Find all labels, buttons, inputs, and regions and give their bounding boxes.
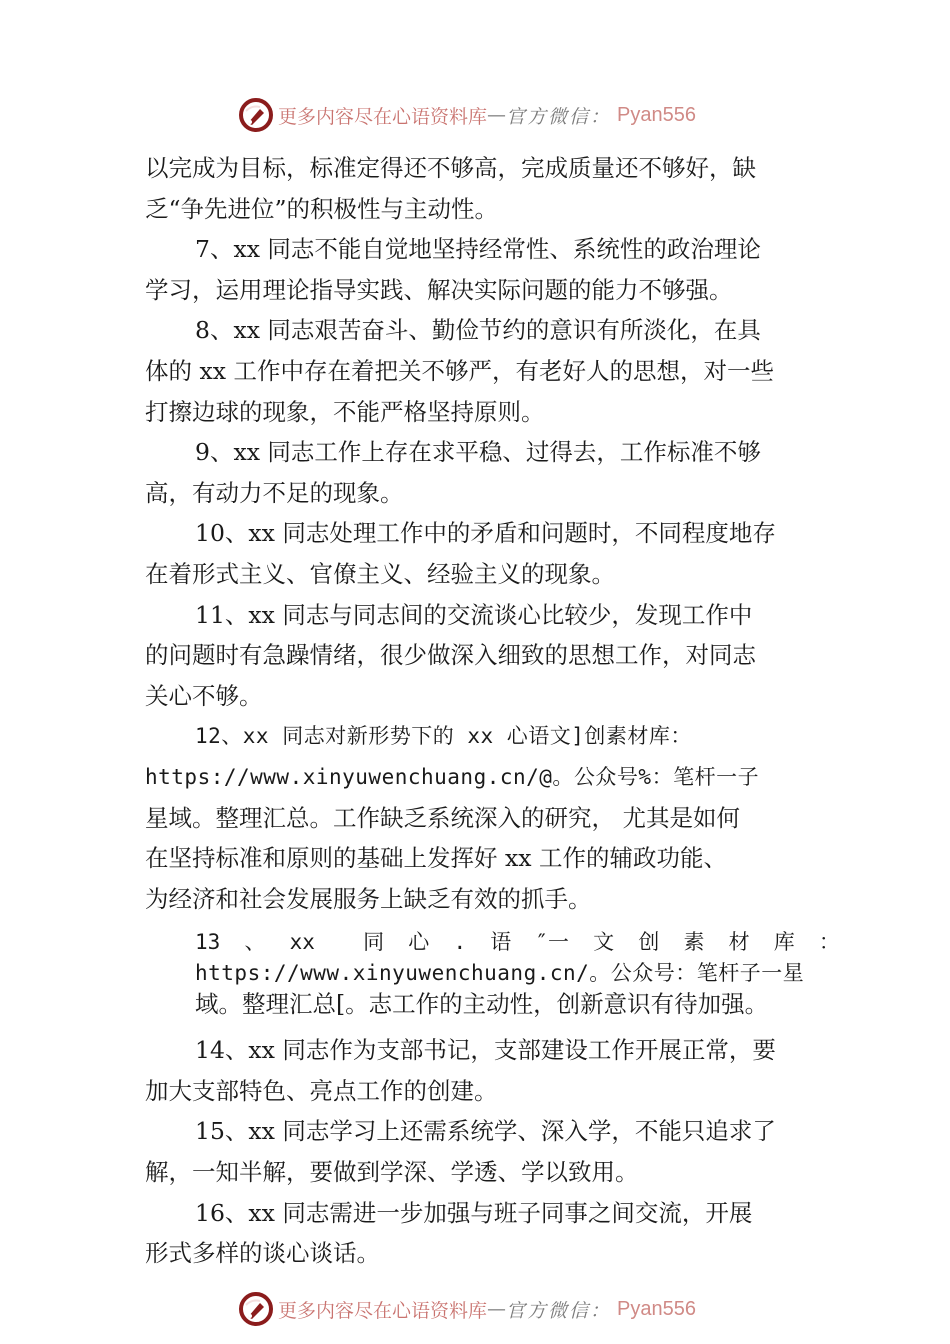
header-watermark-banner	[238, 95, 696, 135]
text-line-spread	[195, 927, 840, 958]
footer-watermark-banner	[238, 1289, 696, 1329]
paragraph-continuation	[145, 148, 810, 229]
banner-wechat-label: 官方微信：	[506, 105, 612, 128]
text-line: 8、xx 同志艰苦奋斗、勤俭节约的意识有所淡化，在具	[195, 316, 761, 345]
pen-circle-logo-icon	[238, 1291, 274, 1327]
text-line: 11、xx 同志与同志间的交流谈心比较少，发现工作中	[195, 600, 753, 629]
text-line: 7、xx 同志不能自觉地坚持经常性、系统性的政治理论	[195, 235, 761, 264]
token: 语	[490, 930, 512, 955]
token: 心	[408, 930, 430, 955]
text-line: 体的 xx 工作中存在着把关不够严，有老好人的思想，对一些	[145, 356, 774, 385]
text-line: 在着形式主义、官僚主义、经验主义的现象。	[145, 559, 615, 588]
token: 同	[363, 930, 385, 955]
paragraph-item-12	[145, 716, 810, 919]
text-line: 9、xx 同志工作上存在求平稳、过得去，工作标准不够	[195, 438, 761, 467]
text-line: 以完成为目标，标准定得还不够高，完成质量还不够好，缺	[145, 154, 756, 182]
token: 文	[593, 930, 615, 955]
document-body	[145, 148, 840, 1274]
text-line: 的问题时有急躁情绪，很少做深入细致的思想工作，对同志	[145, 641, 756, 670]
text-line: 打擦边球的现象，不能严格坚持原则。	[145, 397, 545, 426]
token: 素	[683, 930, 705, 955]
paragraph-item-13	[145, 927, 840, 1020]
token: .	[453, 930, 467, 955]
banner-wechat-handle: Pyan556	[617, 1297, 696, 1320]
text-line: 星域。整理汇总。工作缺乏系统深入的研究， 尤其是如何	[145, 803, 740, 832]
text-line: 高，有动力不足的现象。	[145, 478, 404, 507]
paragraph-item-14	[145, 1030, 810, 1111]
text-line: 在坚持标准和原则的基础上发挥好 xx 工作的辅政功能、	[145, 844, 727, 873]
text-line: 12、xx 同志对新形势下的 xx 心语文]创素材库：	[195, 724, 692, 749]
banner-dash: —	[487, 104, 507, 126]
text-line: 14、xx 同志作为支部书记，支部建设工作开展正常，要	[195, 1036, 776, 1065]
token: 材	[728, 930, 750, 955]
text-line: 解，一知半解，要做到学深、学透、学以致用。	[145, 1158, 639, 1187]
pen-circle-logo-icon	[238, 97, 274, 133]
text-line: 15、xx 同志学习上还需系统学、深入学，不能只追求了	[195, 1117, 776, 1146]
token: 、	[244, 930, 266, 955]
paragraph-item-8	[145, 310, 810, 432]
text-line: 加大支部特色、亮点工作的创建。	[145, 1076, 498, 1105]
token: xx	[289, 930, 315, 955]
banner-dash: —	[487, 1298, 507, 1320]
paragraph-item-15	[145, 1111, 810, 1192]
banner-wechat-label: 官方微信：	[506, 1299, 612, 1322]
text-line: 域。整理汇总[。志工作的主动性，创新意识有待加强。	[195, 990, 769, 1019]
banner-lead-text: 更多内容尽在心语资料库	[278, 105, 488, 128]
text-line: 16、xx 同志需进一步加强与班子同事之间交流，开展	[195, 1198, 753, 1227]
banner-lead-text: 更多内容尽在心语资料库	[278, 1299, 488, 1322]
text-line: 学习，运用理论指导实践、解决实际问题的能力不够强。	[145, 275, 733, 304]
text-line: 关心不够。	[145, 681, 263, 710]
text-line: 为经济和社会发展服务上缺乏有效的抓手。	[145, 884, 592, 913]
paragraph-item-7	[145, 229, 810, 310]
paragraph-item-9	[145, 432, 810, 513]
text-line: 形式多样的谈心谈话。	[145, 1239, 380, 1268]
text-line-url: https://www.xinyuwenchuang.cn/。公众号：笔杆子一星	[195, 961, 805, 986]
token: ：	[818, 930, 840, 955]
text-line: 10、xx 同志处理工作中的矛盾和问题时，不同程度地存	[195, 519, 776, 548]
text-line: 乏“争先进位”的积极性与主动性。	[145, 194, 499, 223]
token: 库	[773, 930, 795, 955]
paragraph-item-11	[145, 595, 810, 717]
token: 创	[638, 930, 660, 955]
banner-wechat-handle: Pyan556	[617, 103, 696, 126]
token: 13	[195, 930, 221, 955]
token: ″一	[535, 930, 570, 955]
paragraph-item-16	[145, 1193, 810, 1274]
text-line-url: https://www.xinyuwenchuang.cn/@。公众号%：笔杆一子	[145, 764, 760, 789]
paragraph-item-10	[145, 513, 810, 594]
